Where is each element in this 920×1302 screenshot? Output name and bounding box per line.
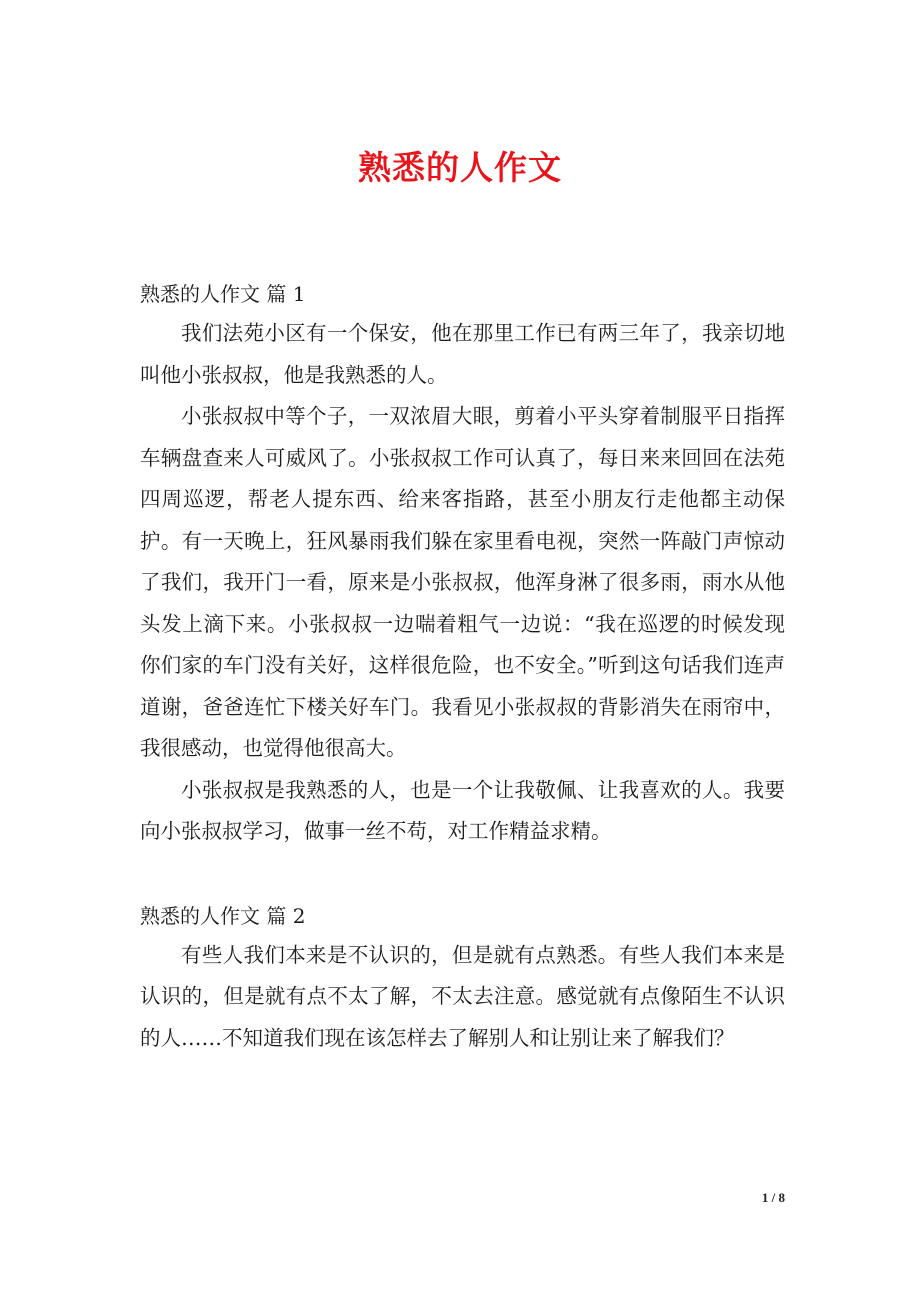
page-number: 1 / 8 xyxy=(761,1190,785,1205)
paragraph: 有些人我们本来是不认识的，但是就有点熟悉。有些人我们本来是认识的，但是就有点不太了解，不太去注意。感觉就有点像陌生不认识的人……不知道我们现在该怎样去了解别人和让别让来了解我们？ xyxy=(140,942,785,1050)
section-heading: 熟悉的人作文 篇 2 xyxy=(140,903,306,928)
section-2 xyxy=(140,897,785,1060)
document-body xyxy=(140,275,785,1059)
paragraph: 小张叔叔是我熟悉的人，也是一个让我敬佩、让我喜欢的人。我要向小张叔叔学习，做事一丝不苟，对工作精益求精。 xyxy=(140,777,785,843)
section-spacer xyxy=(140,853,785,897)
section-1 xyxy=(140,275,785,853)
paragraph: 小张叔叔中等个子，一双浓眉大眼，剪着小平头穿着制服平日指挥车辆盘查来人可威风了。小张叔叔工作可认真了，每日来来回回在法苑四周巡逻，帮老人提东西、给来客指路，甚至小朋友行走他都主动保护。有一天晚上，狂风暴雨我们躲在家里看电视，突然一阵敲门声惊动了我们，我开门一看，原来是小张叔叔，他浑身淋了很多雨，雨水从他头发上滴下来。小张叔叔一边喘着粗气一边说：“我在巡逻的时候发现你们家的车门没有关好，这样很危险，也不安全。”听到这句话我们连声道谢，爸爸连忙下楼关好车门。我看见小张叔叔的背影消失在雨帘中，我很感动，也觉得他很高大。 xyxy=(140,404,785,760)
document-title: 熟悉的人作文 xyxy=(358,148,562,187)
paragraph: 我们法苑小区有一个保安，他在那里工作已有两三年了，我亲切地叫他小张叔叔，他是我熟悉的人。 xyxy=(140,321,785,387)
section-heading: 熟悉的人作文 篇 1 xyxy=(140,282,306,306)
